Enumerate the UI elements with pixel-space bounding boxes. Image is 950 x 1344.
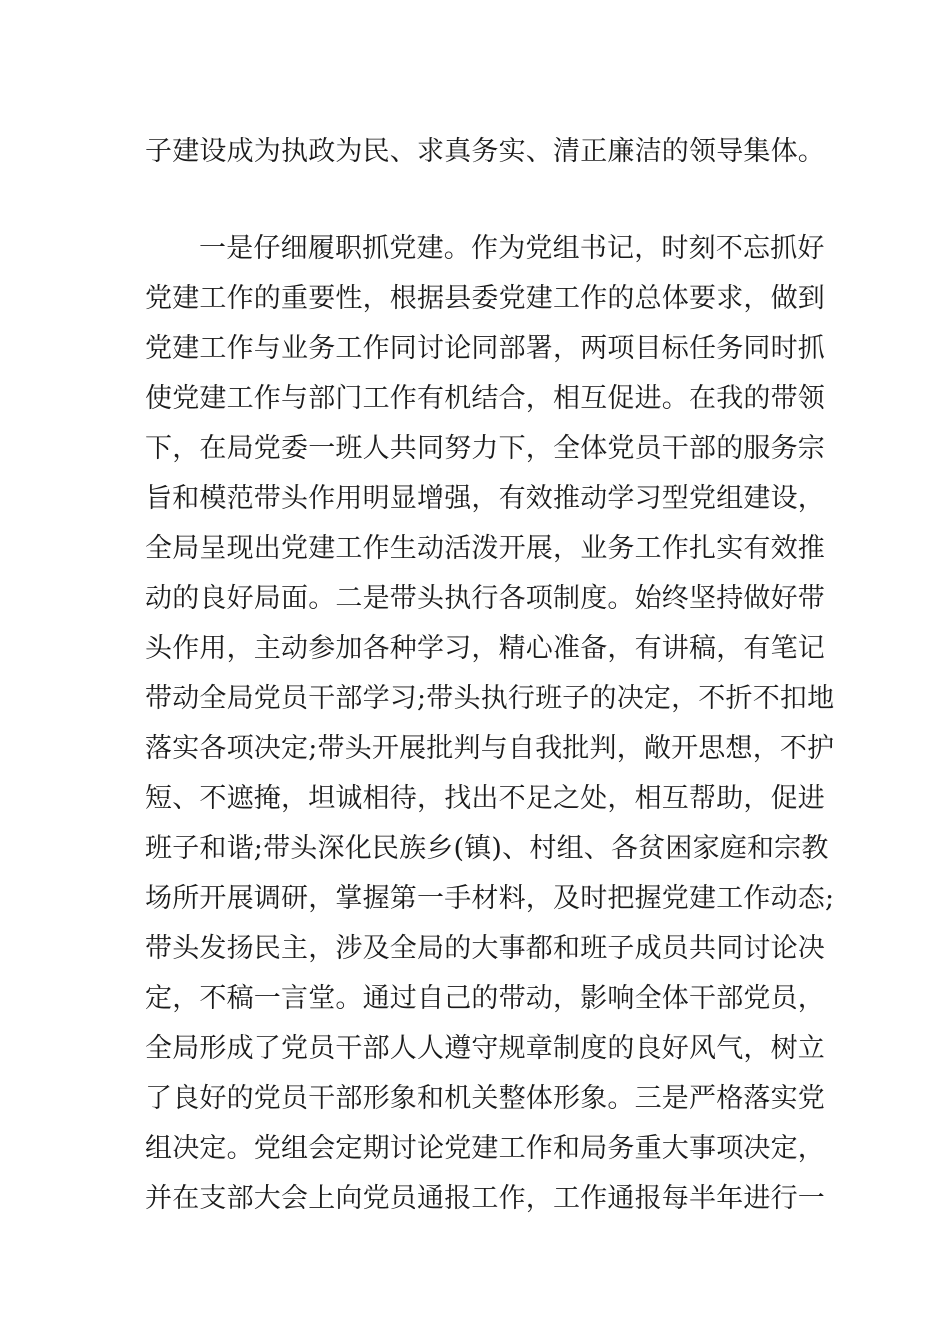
text-line: 并在支部大会上向党员通报工作，工作通报每半年进行一	[145, 1183, 825, 1214]
text-line: 短、不遮掩，坦诚相待，找出不足之处，相互帮助，促进	[145, 783, 825, 814]
text-line: 一是仔细履职抓党建。作为党组书记，时刻不忘抓好	[199, 233, 825, 264]
text-line: 头作用，主动参加各种学习，精心准备，有讲稿，有笔记	[145, 633, 825, 664]
text-line: 落实各项决定;带头开展批判与自我批判，敞开思想，不护	[145, 733, 835, 764]
text-line: 了良好的党员干部形象和机关整体形象。三是严格落实党	[145, 1083, 825, 1114]
text-line: 组决定。党组会定期讨论党建工作和局务重大事项决定，	[145, 1133, 825, 1164]
text-line: 全局呈现出党建工作生动活泼开展，业务工作扎实有效推	[145, 533, 825, 564]
text-line: 场所开展调研，掌握第一手材料，及时把握党建工作动态;	[145, 883, 835, 914]
text-line: 带头发扬民主，涉及全局的大事都和班子成员共同讨论决	[145, 933, 825, 964]
text-line: 党建工作与业务工作同讨论同部署，两项目标任务同时抓	[145, 333, 825, 364]
text-line: 带动全局党员干部学习;带头执行班子的决定，不折不扣地	[145, 683, 835, 714]
text-line: 班子和谐;带头深化民族乡(镇)、村组、各贫困家庭和宗教	[145, 833, 829, 864]
text-line: 党建工作的重要性，根据县委党建工作的总体要求，做到	[145, 283, 825, 314]
text-line: 旨和模范带头作用明显增强，有效推动学习型党组建设，	[145, 483, 825, 514]
text-line: 下，在局党委一班人共同努力下，全体党员干部的服务宗	[145, 433, 825, 464]
text-line: 全局形成了党员干部人人遵守规章制度的良好风气，树立	[145, 1033, 825, 1064]
text-line: 定，不稿一言堂。通过自己的带动，影响全体干部党员，	[145, 983, 825, 1014]
text-line: 子建设成为执政为民、求真务实、清正廉洁的领导集体。	[145, 136, 825, 167]
text-line: 使党建工作与部门工作有机结合，相互促进。在我的带领	[145, 383, 825, 414]
text-line: 动的良好局面。二是带头执行各项制度。始终坚持做好带	[145, 583, 825, 614]
